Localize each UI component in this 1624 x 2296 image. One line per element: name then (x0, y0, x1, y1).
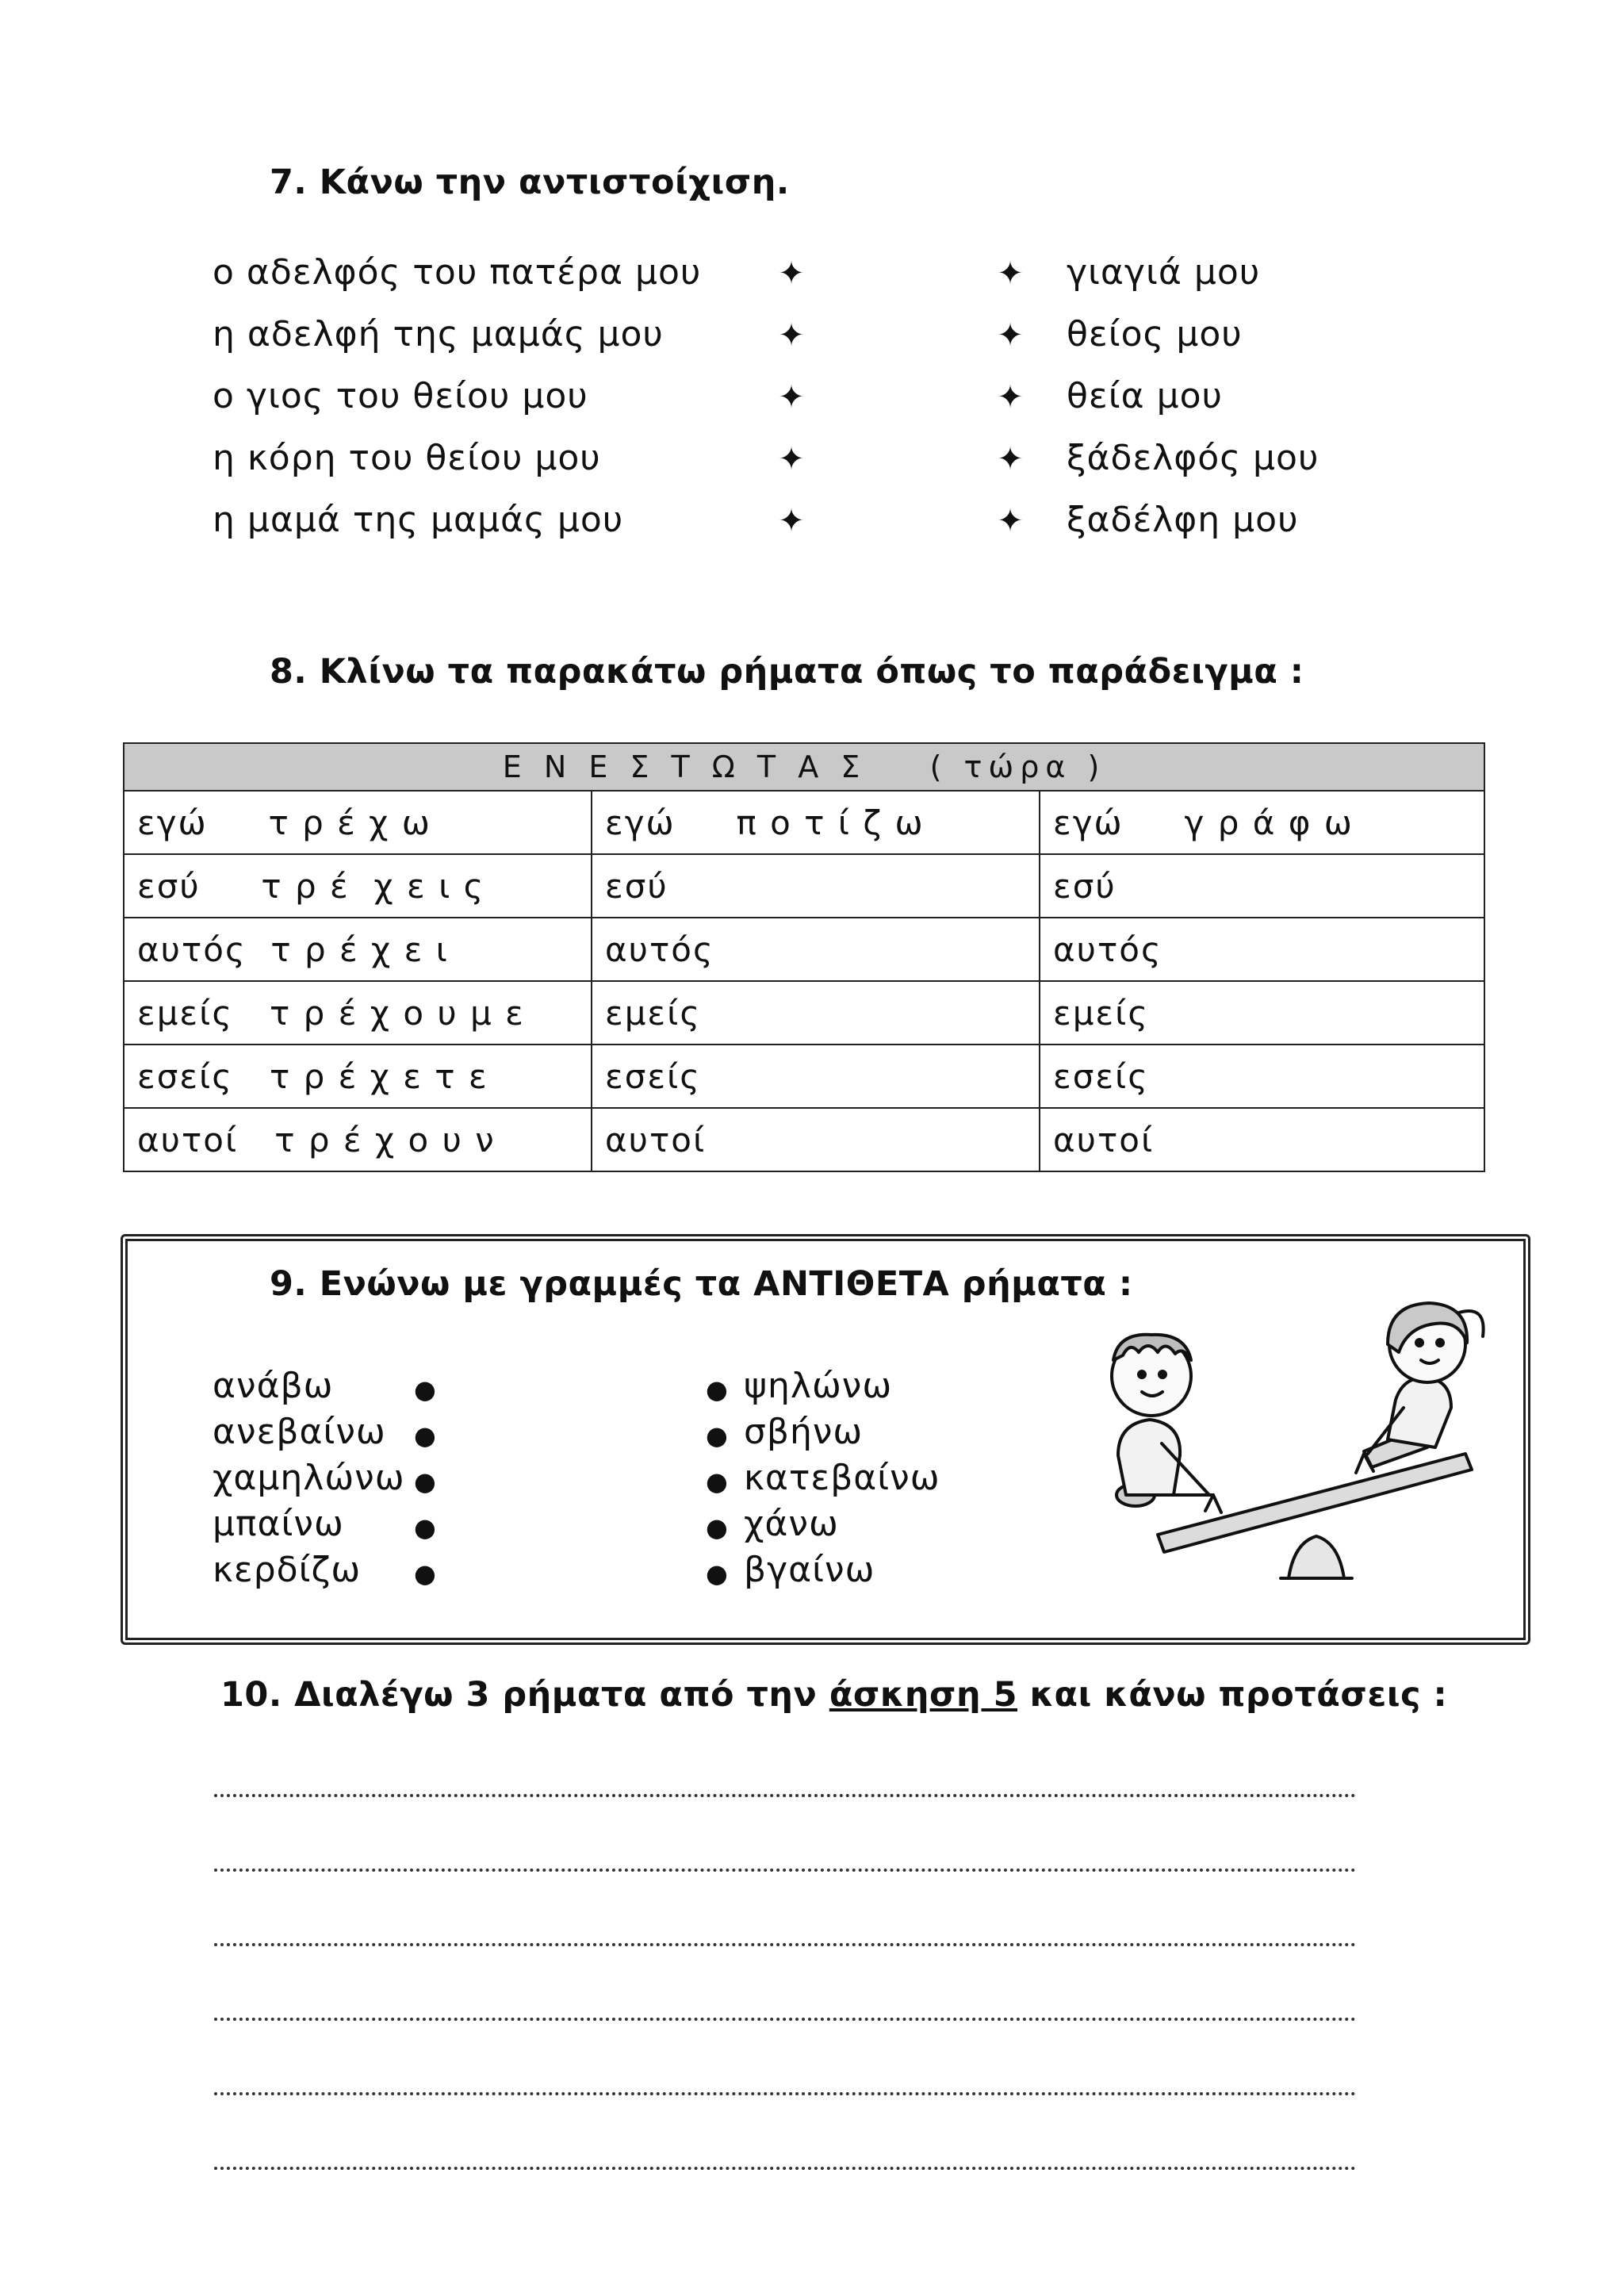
exercise-8-heading: 8. Κλίνω τα παρακάτω ρήματα όπως το παράδειγμα : (270, 652, 1304, 692)
bullet-dot-icon[interactable]: ● (706, 1558, 728, 1589)
bullet-dot-icon[interactable]: ● (706, 1420, 728, 1451)
table-row (124, 981, 1484, 1045)
table-row (124, 1045, 1484, 1108)
match-point-icon[interactable]: ✦ (778, 441, 805, 477)
table-cell: εσύ τ ρ έ χ ε ι ς (124, 854, 592, 918)
table-cell: εγώ γ ρ ά φ ω (1040, 791, 1484, 854)
match-point-icon[interactable]: ✦ (778, 379, 805, 416)
match-right-item: ξάδελφός μου (1067, 438, 1320, 478)
answer-line[interactable] (214, 2092, 1356, 2095)
table-row (124, 918, 1484, 981)
table-cell-fillable[interactable]: εμείς (592, 981, 1040, 1045)
match-left-item: ο γιος του θείου μου (213, 376, 588, 416)
table-cell-fillable[interactable]: αυτοί (1040, 1108, 1484, 1171)
exercise-10-heading-suffix: και κάνω προτάσεις : (1017, 1675, 1448, 1715)
table-cell-fillable[interactable]: αυτός (592, 918, 1040, 981)
match-point-icon[interactable]: ✦ (997, 379, 1024, 416)
match-right-item: θεία μου (1067, 376, 1223, 416)
match-point-icon[interactable]: ✦ (778, 255, 805, 292)
table-row (124, 791, 1484, 854)
match-left-item: η κόρη του θείου μου (213, 438, 601, 478)
conjugation-table (123, 742, 1485, 1172)
exercise-10-heading-prefix: 10. Διαλέγω 3 ρήματα από την (220, 1675, 829, 1715)
bullet-dot-icon[interactable]: ● (706, 1374, 728, 1405)
table-cell: εσείς τ ρ έ χ ε τ ε (124, 1045, 592, 1108)
match-right-item: ξαδέλφη μου (1067, 500, 1299, 540)
bullet-dot-icon[interactable]: ● (414, 1420, 436, 1451)
match-point-icon[interactable]: ✦ (997, 503, 1024, 539)
table-cell-fillable[interactable]: εσύ (1040, 854, 1484, 918)
exercise-9-heading: 9. Ενώνω με γραμμές τα ΑΝΤΙΘΕΤΑ ρήματα : (270, 1264, 1133, 1304)
opposite-right-item: κατεβαίνω (744, 1458, 940, 1498)
answer-line[interactable] (214, 1869, 1356, 1872)
bullet-dot-icon[interactable]: ● (414, 1558, 436, 1589)
exercise-7-heading: 7. Κάνω την αντιστοίχιση. (270, 163, 790, 202)
bullet-dot-icon[interactable]: ● (706, 1512, 728, 1543)
exercise-10-heading (220, 1675, 1447, 1715)
table-cell: εγώ τ ρ έ χ ω (124, 791, 592, 854)
opposite-left-item: ανάβω (213, 1366, 334, 1406)
match-left-item: η μαμά της μαμάς μου (213, 500, 624, 540)
opposite-right-item: βγαίνω (744, 1550, 875, 1590)
table-cell-fillable[interactable]: εσείς (592, 1045, 1040, 1108)
table-cell-fillable[interactable]: εσύ (592, 854, 1040, 918)
table-title: Ε Ν Ε Σ Τ Ω Τ Α Σ ( τώρα ) (124, 743, 1484, 791)
match-point-icon[interactable]: ✦ (778, 503, 805, 539)
match-point-icon[interactable]: ✦ (997, 317, 1024, 354)
opposite-left-item: ανεβαίνω (213, 1412, 386, 1452)
table-cell-fillable[interactable]: εσείς (1040, 1045, 1484, 1108)
match-point-icon[interactable]: ✦ (997, 255, 1024, 292)
table-cell: εγώ π ο τ ί ζ ω (592, 791, 1040, 854)
table-cell-fillable[interactable]: εμείς (1040, 981, 1484, 1045)
table-row (124, 1108, 1484, 1171)
table-cell: αυτοί τ ρ έ χ ο υ ν (124, 1108, 592, 1171)
opposite-left-item: χαμηλώνω (213, 1458, 405, 1498)
opposite-left-item: κερδίζω (213, 1550, 362, 1590)
match-left-item: ο αδελφός του πατέρα μου (213, 252, 702, 293)
answer-line[interactable] (214, 1794, 1356, 1797)
table-cell-fillable[interactable]: αυτοί (592, 1108, 1040, 1171)
match-right-item: γιαγιά μου (1067, 252, 1261, 293)
answer-line[interactable] (214, 2167, 1356, 2170)
answer-line[interactable] (214, 1943, 1356, 1946)
match-right-item: θείος μου (1067, 314, 1243, 355)
bullet-dot-icon[interactable]: ● (414, 1512, 436, 1543)
table-cell: αυτός τ ρ έ χ ε ι (124, 918, 592, 981)
opposite-right-item: ψηλώνω (744, 1366, 893, 1406)
table-header-row (124, 743, 1484, 791)
seesaw-kids-illustration (1086, 1257, 1499, 1606)
match-point-icon[interactable]: ✦ (997, 441, 1024, 477)
match-point-icon[interactable]: ✦ (778, 317, 805, 354)
bullet-dot-icon[interactable]: ● (414, 1374, 436, 1405)
exercise-reference-link: άσκηση 5 (829, 1675, 1017, 1715)
bullet-dot-icon[interactable]: ● (414, 1466, 436, 1497)
bullet-dot-icon[interactable]: ● (706, 1466, 728, 1497)
table-cell-fillable[interactable]: αυτός (1040, 918, 1484, 981)
table-row (124, 854, 1484, 918)
opposite-left-item: μπαίνω (213, 1504, 344, 1544)
opposite-right-item: σβήνω (744, 1412, 864, 1452)
answer-line[interactable] (214, 2018, 1356, 2021)
opposite-right-item: χάνω (744, 1504, 839, 1544)
match-left-item: η αδελφή της μαμάς μου (213, 314, 664, 355)
table-cell: εμείς τ ρ έ χ ο υ μ ε (124, 981, 592, 1045)
